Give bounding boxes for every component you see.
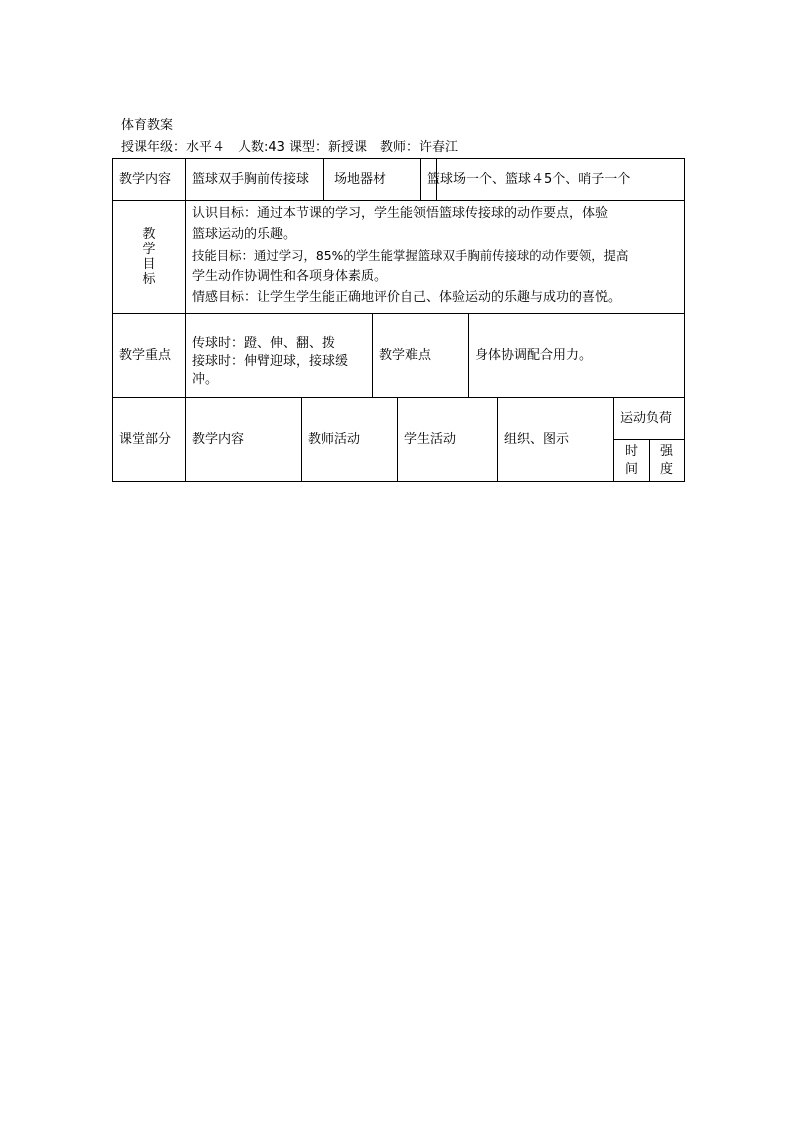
header-organization: 组织、图示 xyxy=(504,431,570,447)
cell-section xyxy=(113,398,186,481)
cell-equipment xyxy=(421,159,684,200)
label-teaching-content: 教学内容 xyxy=(119,171,172,187)
row-class-header xyxy=(112,398,685,482)
cell-label-difficulty xyxy=(373,314,469,397)
cell-label-key-points xyxy=(113,314,186,397)
objective-line-4: 学生动作协调性和各项身体素质。 xyxy=(192,269,388,284)
label-key-points: 教学重点 xyxy=(119,347,172,363)
cell-load-header xyxy=(614,398,684,481)
label-objectives-char-2: 学 xyxy=(142,242,156,257)
load-title-cell xyxy=(614,398,684,440)
header-teacher-activity: 教师活动 xyxy=(308,431,361,447)
cell-intensity xyxy=(649,440,684,481)
header-content: 教学内容 xyxy=(192,431,245,447)
header-time-char-1: 时 xyxy=(624,443,638,459)
cell-content-header xyxy=(186,398,302,481)
cell-teacher-header xyxy=(302,398,398,481)
header-student-activity: 学生活动 xyxy=(404,431,457,447)
objective-line-1: 认识目标：通过本节课的学习，学生能领悟篮球传接球的动作要点，体验 xyxy=(192,206,609,221)
row-teaching-objectives xyxy=(112,201,685,314)
lesson-meta: 授课年级：水平４ 人数:43 课型：新授课 教师：许春江 xyxy=(121,140,459,155)
key-point-line-2: 接球时：伸臂迎球，接球缓 xyxy=(192,354,349,369)
cell-organization-header xyxy=(498,398,614,481)
teaching-content-text: 篮球双手胸前传接球 xyxy=(192,171,310,187)
label-equipment: 场地器材 xyxy=(334,171,387,187)
load-subcells xyxy=(614,440,684,481)
header-load: 运动负荷 xyxy=(620,410,673,426)
header-section: 课堂部分 xyxy=(119,431,172,447)
header-time-char-2: 间 xyxy=(624,461,638,477)
cell-student-header xyxy=(398,398,498,481)
label-objectives-char-4: 标 xyxy=(142,272,156,287)
document-title: 体育教案 xyxy=(121,118,174,133)
label-objectives-char-1: 教 xyxy=(142,227,156,242)
objective-line-3: 技能目标：通过学习，85%的学生能掌握篮球双手胸前传接球的动作要领，提高 xyxy=(192,248,629,263)
objective-line-5: 情感目标：让学生学生能正确地评价自己、体验运动的乐趣与成功的喜悦。 xyxy=(192,290,622,305)
cell-key-points xyxy=(186,314,373,397)
difficulty-text: 身体协调配合用力。 xyxy=(475,347,593,363)
equipment-text: 篮球场一个、篮球４5个、哨子一个 xyxy=(427,171,631,187)
cell-label-equipment xyxy=(323,159,421,200)
key-point-line-1: 传球时：蹬、伸、翻、拨 xyxy=(192,336,336,351)
objective-line-2: 篮球运动的乐趣。 xyxy=(192,227,297,242)
header-intensity-char-1: 强 xyxy=(659,443,673,459)
cell-difficulty xyxy=(469,314,684,397)
label-objectives-char-3: 目 xyxy=(142,257,156,272)
cell-label-teaching-content xyxy=(113,159,186,200)
label-difficulty: 教学难点 xyxy=(379,347,432,363)
cell-objectives xyxy=(186,201,684,313)
key-point-line-3: 冲。 xyxy=(192,372,219,387)
cell-time xyxy=(614,440,650,481)
cell-label-objectives xyxy=(113,201,186,313)
header-intensity-char-2: 度 xyxy=(659,461,673,477)
row-teaching-content xyxy=(112,158,685,201)
row-key-points xyxy=(112,314,685,398)
